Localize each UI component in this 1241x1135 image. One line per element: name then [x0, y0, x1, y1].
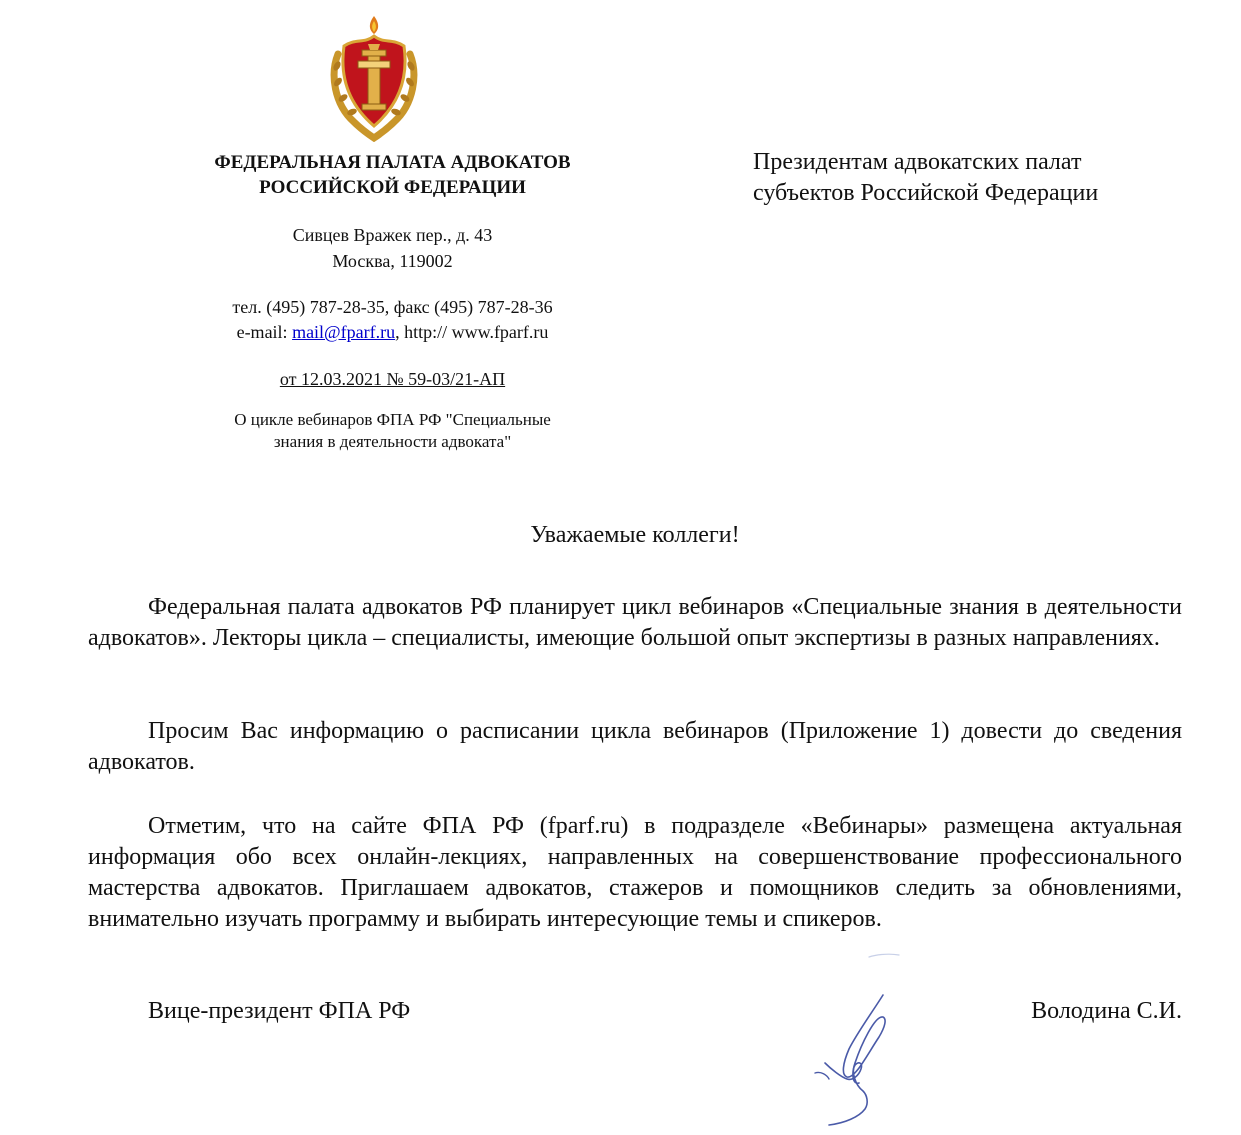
body-paragraph: Федеральная палата адвокатов РФ планирует цикл вебинаров «Специальные знания в деятельности адвокатов». Лекторы цикла – специалисты, имеющие большой опыт экспертизы в разных направлениях.	[88, 594, 1182, 651]
organization-name	[150, 150, 635, 200]
address-line2: Москва, 119002	[332, 251, 453, 271]
document-reference	[150, 367, 635, 391]
addressee-line2: субъектов Российской Федерации	[753, 180, 1099, 206]
email-website-line	[150, 320, 635, 345]
postal-address	[150, 222, 635, 274]
greeting: Уважаемые коллеги!	[530, 522, 740, 548]
address-line1: Сивцев Вражек пер., д. 43	[292, 225, 493, 245]
org-name-line1: ФЕДЕРАЛЬНАЯ ПАЛАТА АДВОКАТОВ	[214, 152, 571, 173]
body-paragraph: Просим Вас информацию о расписании цикла вебинаров (Приложение 1) довести до сведения адвокатов.	[88, 718, 1182, 775]
subject-line1: О цикле вебинаров ФПА РФ "Специальные	[234, 410, 551, 429]
email-link[interactable]: mail@fparf.ru	[292, 322, 396, 342]
fpa-emblem-icon	[328, 14, 420, 142]
addressee	[753, 147, 1213, 209]
doc-number-date: от 12.03.2021 № 59-03/21-АП	[279, 369, 506, 389]
email-label: e-mail:	[236, 322, 293, 342]
org-name-line2: РОССИЙСКОЙ ФЕДЕРАЦИИ	[259, 177, 526, 198]
letter-subject	[150, 409, 635, 453]
signatory-role: Вице-президент ФПА РФ	[148, 998, 411, 1024]
handwritten-signature	[795, 945, 925, 1130]
signatory-name: Володина С.И.	[1031, 998, 1182, 1024]
contact-info	[150, 295, 635, 345]
addressee-line1: Президентам адвокатских палат	[753, 149, 1082, 175]
body-paragraph: Отметим, что на сайте ФПА РФ (fparf.ru) в подразделе «Вебинары» размещена актуальная информация обо всех онлайн-лекциях, направленных на совершенствование профессионального мастерства адвокатов. Приглашаем адвокатов, стажеров и помощников следить за обновлениями, внимательно изучать программу и выбирать интересующие темы и спикеров.	[88, 813, 1182, 932]
phone-fax: тел. (495) 787-28-35, факс (495) 787-28-36	[232, 297, 553, 317]
subject-line2: знания в деятельности адвоката"	[273, 432, 512, 451]
website-text: , http:// www.fparf.ru	[395, 322, 549, 342]
